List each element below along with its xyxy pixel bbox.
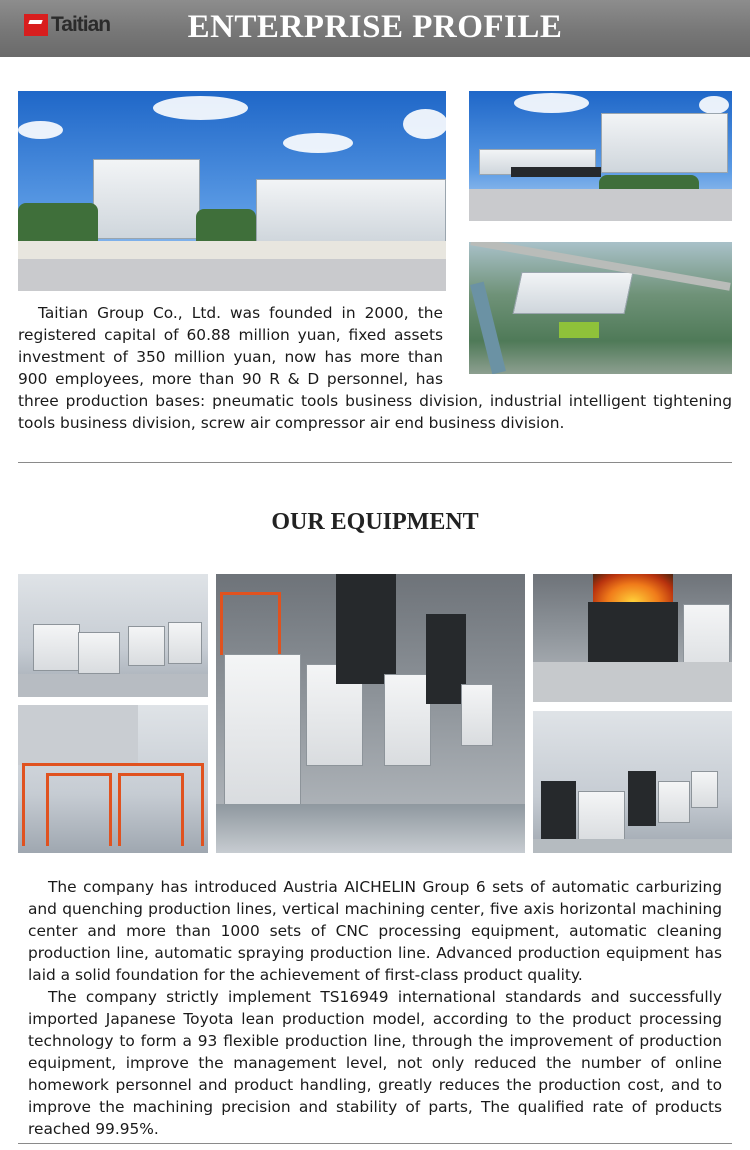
equipment-paragraph-2: The company strictly implement TS16949 international standards and successfully imported Japanese Toyota lean production model, according to the product processing technology to form a 93 flexible production line, through the improvement of production equipment, improve the management level, not only reduced the number of online homework personnel and product handling, greatly reduces the production cost, and to improve the machining precision and stability of parts, The qualified rate of products reached 99.95%.: [28, 988, 722, 1138]
carburizing-line-photo: [216, 574, 525, 853]
section-title: OUR EQUIPMENT: [271, 509, 479, 535]
equipment-paragraph-1: The company has introduced Austria AICHELIN Group 6 sets of automatic carburizing and quenching production lines, vertical machining center, five axis horizontal machining center and more than 1000 sets of CNC processing equipment, automatic cleaning production line, automatic spraying production line. Advanced production equipment has laid a solid foundation for the achievement of first-class product quality.: [28, 878, 722, 984]
machining-center-photo: [533, 711, 732, 853]
factory-gate-photo: [469, 91, 732, 221]
headquarters-photo: [18, 91, 446, 291]
profile-paragraph: Taitian Group Co., Ltd. was founded in 2000, the registered capital of 60.88 million yuan, fixed assets investment of 350 million yuan, now has more than 900 employees, more than 90 R & D personnel, has three production bases: pneumatic tools business division, industrial intelligent tightening tools business division, screw air compressor air end business division.: [18, 304, 732, 432]
section-divider: [18, 462, 732, 463]
bottom-divider: [18, 1143, 732, 1144]
page-header: [0, 0, 750, 57]
page-title: ENTERPRISE PROFILE: [187, 9, 563, 45]
logo-text: Taitian: [51, 13, 111, 36]
cnc-workshop-photo: [18, 574, 208, 697]
spraying-line-photo: [18, 705, 208, 853]
quenching-furnace-photo: [533, 574, 732, 702]
